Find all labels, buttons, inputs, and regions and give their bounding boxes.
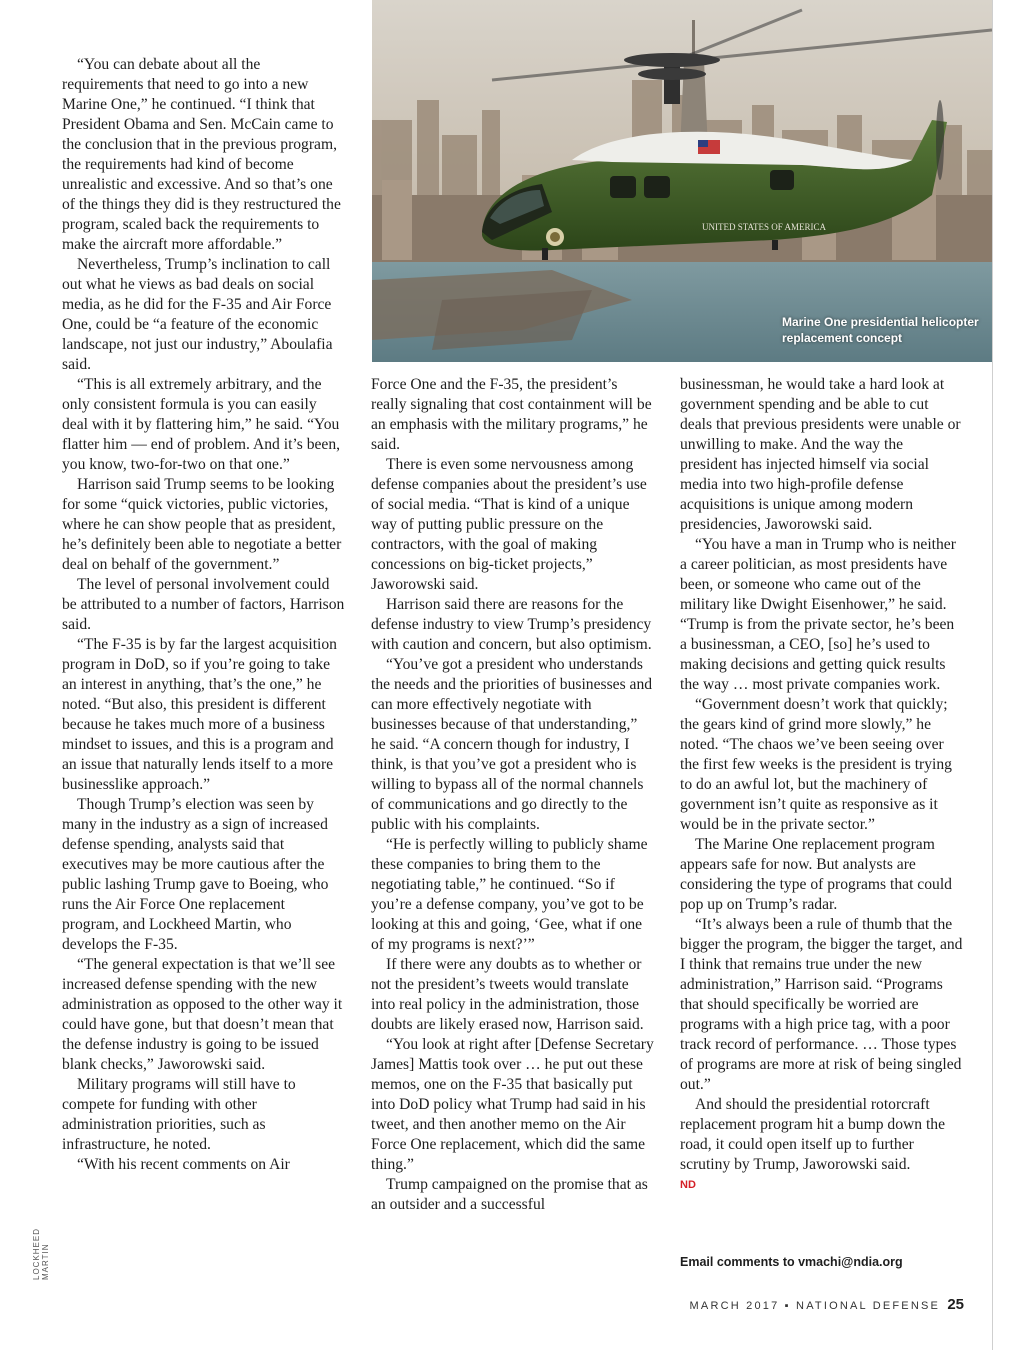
paragraph: “You can debate about all the requirements that need to go into a new Marine One,” he continued. “I think that President Obama and Sen. McCain came to the conclusion that in the previous program, the requirements had kind of become unrealistic and excessive. And so that’s one of the things they did is they restructured the program, scaled back the requirements to make the aircraft more affordable.” (62, 56, 341, 253)
paragraph: “You look at right after [Defense Secretary James] Mattis took over … he put out these memos, one on the F-35 that basically put into DoD policy what Trump had said in his tweet, and then another memo on the Air Force One replacement, which did the same thing.” (371, 1036, 654, 1173)
fuselage-lettering: UNITED STATES OF AMERICA (702, 222, 827, 232)
photo-caption: Marine One presidential helicopter replacement concept (782, 315, 979, 345)
paragraph: “This is all extremely arbitrary, and the only consistent formula is you can easily deal with it by flattering him,” he said. “You flatter him — end of problem. And it’s been, you know, two-for-two on that one.” (62, 376, 341, 473)
page-edge-rule (992, 0, 993, 1350)
article-column-1 (62, 55, 345, 1175)
page-footer (660, 1296, 964, 1313)
paragraph: Trump campaigned on the promise that as an outsider and a successful (371, 1176, 648, 1213)
article-column-2 (371, 375, 654, 1215)
paragraph: “The general expectation is that we’ll see increased defense spending with the new administration as opposed to the other way it could have gone, but that doesn’t mean that the defense industry is going to be issued blank checks,” Jaworowski said. (62, 956, 343, 1073)
paragraph: Though Trump’s election was seen by many in the industry as a sign of increased defense spending, analysts said that executives may be more cautious after the public lashing Trump gave to Boeing, who runs the Air Force One replacement program, and Lockheed Martin, who develops the F-35. (62, 796, 329, 953)
paragraph: There is even some nervousness among defense companies about the president’s use of social media. “That is kind of a unique way of putting public pressure on the contractors, with the goal of making concessions on big-ticket projects,” Jaworowski said. (371, 456, 647, 593)
marine-one-photo (372, 0, 992, 362)
paragraph: Nevertheless, Trump’s inclination to call out what he views as bad deals on social media, as he did for the F-35 and Air Force One, could be “a feature of the economic landscape, not just our industry,” Aboulafia said. (62, 256, 333, 373)
footer-issue-date: MARCH 2017 (689, 1300, 780, 1312)
paragraph: The level of personal involvement could be attributed to a number of factors, Harrison said. (62, 576, 345, 633)
paragraph: The Marine One replacement program appears safe for now. But analysts are considering the type of programs that could pop up on Trump’s radar. (680, 836, 952, 913)
photo-credit: LOCKHEED MARTIN (32, 1227, 50, 1280)
paragraph: “He is perfectly willing to publicly shame these companies to bring them to the negotiating table,” he continued. “So if you’re a defense company, you’ve got to be looking at this and going, ‘Gee, what if one of my programs is next?’” (371, 836, 648, 953)
page-number: 25 (947, 1296, 964, 1313)
paragraph: Military programs will still have to compete for funding with other administration priorities, such as infrastructure, he noted. (62, 1076, 296, 1153)
paragraph-continued: businessman, he would take a hard look at government spending and be able to cut deals that previous presidents were unable or unwilling to make. And the way the president has injected himself via social media into two high-profile defense acquisitions is unique among modern presidencies, Jaworowski said. (680, 376, 961, 533)
paragraph: “With his recent comments on Air (77, 1156, 290, 1173)
email-comments-note: Email comments to vmachi@ndia.org (680, 1255, 903, 1269)
paragraph: “It’s always been a rule of thumb that the bigger the program, the bigger the target, and I think that remains true under the new administration,” Harrison said. “Programs that should specifically be worried are programs with a high price tag, with a poor track record of performance. … Those types of programs are more at risk of being singled out.” (680, 916, 963, 1093)
footer-magazine-name: NATIONAL DEFENSE (796, 1300, 941, 1312)
paragraph: And should the presidential rotorcraft replacement program hit a bump down the road, it could open itself up to further scrutiny by Trump, Jaworowski said. (680, 1096, 946, 1173)
paragraph: “Government doesn’t work that quickly; the gears kind of grind more slowly,” he noted. “The chaos we’ve been seeing over the first few weeks is the president is trying to do an awful lot, but the machinery of government isn’t quite as responsive as it would be in the private sector.” (680, 696, 952, 833)
paragraph: “You have a man in Trump who is neither a career politician, as most presidents have been, or someone who came out of the military like Dwight Eisenhower,” he said. “Trump is from the private sector, he’s been a businessman, a CEO, [so] he’s used to making decisions and getting quick results the way … most private companies work. (680, 536, 956, 693)
paragraph: If there were any doubts as to whether or not the president’s tweets would translate into real policy in the administration, those doubts are likely erased now, Harrison said. (371, 956, 644, 1033)
paragraph: Harrison said Trump seems to be looking for some “quick victories, public victories, where he can show people that as president, he’s definitely been able to negotiate a better deal on behalf of the government.” (62, 476, 342, 573)
end-mark-nd: ND (680, 1179, 696, 1191)
footer-separator: ▪ (784, 1300, 791, 1312)
paragraph: Harrison said there are reasons for the defense industry to view Trump’s presidency with caution and concern, but also optimism. (371, 596, 652, 653)
paragraph-continued: Force One and the F-35, the president’s really signaling that cost containment will be an emphasis with the military programs,” he said. (371, 376, 652, 453)
paragraph: “You’ve got a president who understands the needs and the priorities of businesses and can more effectively negotiate with businesses because of that understanding,” he said. “A concern though for industry, I think, is that you’ve got a president who is willing to bypass all of the normal channels of communications and go directly to the public with his complaints. (371, 656, 653, 833)
article-column-3 (680, 375, 963, 1195)
paragraph: “The F-35 is by far the largest acquisition program in DoD, so if you’re going to take an interest in anything, that’s the one,” he noted. “But also, this president is different because he takes much more of a business mindset to issues, and this is a program and an issue that naturally lends itself to a more businesslike approach.” (62, 636, 337, 793)
